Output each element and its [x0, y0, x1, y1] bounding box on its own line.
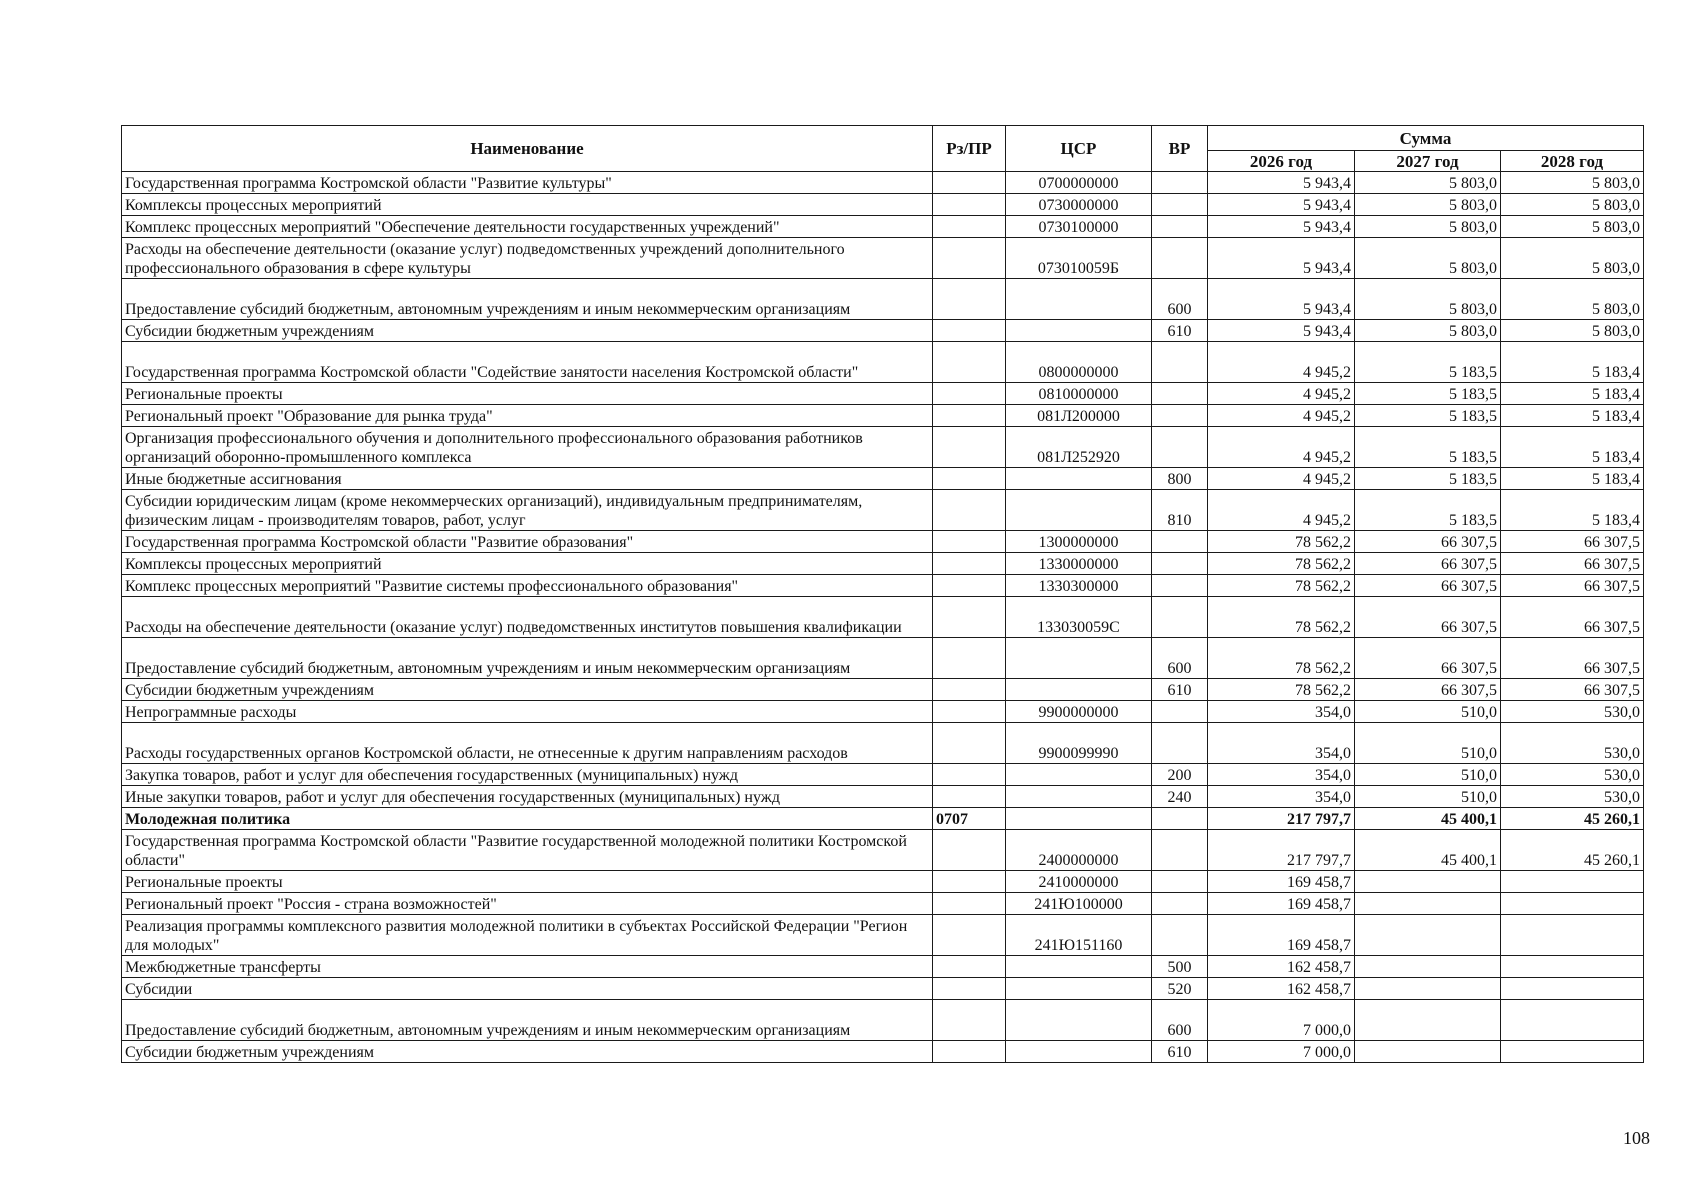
row-rzpr [933, 830, 1006, 871]
row-name: Закупка товаров, работ и услуг для обеспечения государственных (муниципальных) нужд [122, 764, 933, 786]
row-sum-2027: 5 803,0 [1355, 172, 1501, 194]
header-rzpr: Рз/ПР [933, 126, 1006, 172]
row-name: Реализация программы комплексного развития молодежной политики в субъектах Российской Федерации "Регион для молодых" [122, 915, 933, 956]
row-name: Иные закупки товаров, работ и услуг для обеспечения государственных (муниципальных) нужд [122, 786, 933, 808]
row-name: Региональный проект "Россия - страна возможностей" [122, 893, 933, 915]
row-rzpr [933, 915, 1006, 956]
row-vr: 800 [1152, 468, 1208, 490]
row-sum-2028: 66 307,5 [1501, 531, 1644, 553]
row-csr [1006, 764, 1152, 786]
row-sum-2026: 5 943,4 [1208, 216, 1355, 238]
row-sum-2027: 5 803,0 [1355, 194, 1501, 216]
row-vr [1152, 216, 1208, 238]
header-year-2026: 2026 год [1208, 151, 1355, 172]
row-rzpr [933, 575, 1006, 597]
table-row [122, 194, 1644, 216]
table-row [122, 531, 1644, 553]
row-name: Субсидии бюджетным учреждениям [122, 679, 933, 701]
row-sum-2026: 162 458,7 [1208, 978, 1355, 1000]
table-row [122, 320, 1644, 342]
row-vr: 610 [1152, 1041, 1208, 1063]
header-sum: Сумма [1208, 126, 1644, 151]
row-sum-2028 [1501, 956, 1644, 978]
row-vr [1152, 915, 1208, 956]
row-sum-2027: 5 803,0 [1355, 216, 1501, 238]
row-name: Субсидии [122, 978, 933, 1000]
table-row [122, 701, 1644, 723]
table-row [122, 871, 1644, 893]
table-row [122, 172, 1644, 194]
row-sum-2027: 66 307,5 [1355, 575, 1501, 597]
row-vr [1152, 830, 1208, 871]
row-csr [1006, 1041, 1152, 1063]
row-vr: 520 [1152, 978, 1208, 1000]
row-vr: 600 [1152, 638, 1208, 679]
row-csr: 0730000000 [1006, 194, 1152, 216]
table-row [122, 216, 1644, 238]
row-rzpr [933, 597, 1006, 638]
row-sum-2027: 66 307,5 [1355, 553, 1501, 575]
row-sum-2028: 66 307,5 [1501, 679, 1644, 701]
row-sum-2028: 5 803,0 [1501, 172, 1644, 194]
row-vr: 200 [1152, 764, 1208, 786]
row-sum-2027 [1355, 893, 1501, 915]
table-row [122, 830, 1644, 871]
row-sum-2026: 5 943,4 [1208, 172, 1355, 194]
row-sum-2028 [1501, 915, 1644, 956]
row-sum-2027: 5 183,5 [1355, 342, 1501, 383]
row-sum-2028 [1501, 1041, 1644, 1063]
table-row [122, 342, 1644, 383]
table-row [122, 764, 1644, 786]
row-csr: 133030059С [1006, 597, 1152, 638]
row-csr [1006, 786, 1152, 808]
row-sum-2027 [1355, 915, 1501, 956]
row-sum-2028: 66 307,5 [1501, 553, 1644, 575]
row-sum-2026: 4 945,2 [1208, 342, 1355, 383]
row-sum-2026: 7 000,0 [1208, 1041, 1355, 1063]
table-row [122, 638, 1644, 679]
row-sum-2027: 510,0 [1355, 723, 1501, 764]
row-sum-2028: 45 260,1 [1501, 830, 1644, 871]
row-sum-2027: 5 803,0 [1355, 238, 1501, 279]
row-rzpr [933, 679, 1006, 701]
row-sum-2027 [1355, 1000, 1501, 1041]
row-name: Иные бюджетные ассигнования [122, 468, 933, 490]
row-rzpr [933, 279, 1006, 320]
table-row [122, 1041, 1644, 1063]
budget-table [121, 125, 1644, 1063]
row-vr [1152, 405, 1208, 427]
table-row [122, 553, 1644, 575]
row-sum-2026: 169 458,7 [1208, 893, 1355, 915]
row-rzpr [933, 956, 1006, 978]
row-vr: 810 [1152, 490, 1208, 531]
table-row [122, 978, 1644, 1000]
row-name: Комплекс процессных мероприятий "Развитие системы профессионального образования" [122, 575, 933, 597]
row-sum-2027 [1355, 1041, 1501, 1063]
table-row [122, 808, 1644, 830]
row-csr [1006, 468, 1152, 490]
row-csr [1006, 808, 1152, 830]
table-body [122, 172, 1644, 1063]
row-name: Государственная программа Костромской области "Содействие занятости населения Костромской области" [122, 342, 933, 383]
table-row [122, 468, 1644, 490]
row-sum-2026: 162 458,7 [1208, 956, 1355, 978]
row-sum-2027: 510,0 [1355, 786, 1501, 808]
row-vr: 610 [1152, 679, 1208, 701]
row-sum-2028: 5 183,4 [1501, 405, 1644, 427]
row-sum-2027: 66 307,5 [1355, 597, 1501, 638]
row-csr: 081Л200000 [1006, 405, 1152, 427]
row-sum-2028: 45 260,1 [1501, 808, 1644, 830]
row-vr [1152, 238, 1208, 279]
row-sum-2028: 5 803,0 [1501, 320, 1644, 342]
row-rzpr [933, 342, 1006, 383]
row-rzpr [933, 553, 1006, 575]
row-sum-2028: 66 307,5 [1501, 638, 1644, 679]
row-sum-2026: 78 562,2 [1208, 575, 1355, 597]
row-sum-2028: 530,0 [1501, 764, 1644, 786]
row-sum-2026: 7 000,0 [1208, 1000, 1355, 1041]
row-sum-2027: 5 803,0 [1355, 320, 1501, 342]
row-sum-2028: 66 307,5 [1501, 575, 1644, 597]
row-sum-2028: 530,0 [1501, 701, 1644, 723]
header-name: Наименование [122, 126, 933, 172]
row-sum-2028: 530,0 [1501, 786, 1644, 808]
table-row [122, 915, 1644, 956]
row-name: Расходы на обеспечение деятельности (оказание услуг) подведомственных институтов повышения квалификации [122, 597, 933, 638]
row-sum-2028: 5 183,4 [1501, 468, 1644, 490]
row-sum-2026: 78 562,2 [1208, 597, 1355, 638]
row-sum-2028: 530,0 [1501, 723, 1644, 764]
row-sum-2027: 5 183,5 [1355, 490, 1501, 531]
header-csr: ЦСР [1006, 126, 1152, 172]
row-vr: 500 [1152, 956, 1208, 978]
row-sum-2027: 510,0 [1355, 764, 1501, 786]
row-name: Региональные проекты [122, 383, 933, 405]
table-row [122, 575, 1644, 597]
row-rzpr [933, 893, 1006, 915]
row-csr [1006, 956, 1152, 978]
row-sum-2026: 78 562,2 [1208, 553, 1355, 575]
row-rzpr [933, 172, 1006, 194]
row-vr [1152, 575, 1208, 597]
row-csr: 1330300000 [1006, 575, 1152, 597]
row-sum-2028: 5 183,4 [1501, 383, 1644, 405]
row-sum-2026: 217 797,7 [1208, 830, 1355, 871]
row-sum-2027: 45 400,1 [1355, 830, 1501, 871]
row-rzpr [933, 238, 1006, 279]
row-csr: 0700000000 [1006, 172, 1152, 194]
row-sum-2028 [1501, 893, 1644, 915]
row-name: Предоставление субсидий бюджетным, автономным учреждениям и иным некоммерческим организациям [122, 638, 933, 679]
row-csr: 2400000000 [1006, 830, 1152, 871]
row-rzpr [933, 194, 1006, 216]
row-sum-2026: 5 943,4 [1208, 320, 1355, 342]
row-csr [1006, 679, 1152, 701]
row-name: Государственная программа Костромской области "Развитие государственной молодежной политики Костромской области" [122, 830, 933, 871]
row-sum-2026: 78 562,2 [1208, 638, 1355, 679]
row-sum-2026: 4 945,2 [1208, 468, 1355, 490]
row-vr [1152, 342, 1208, 383]
row-sum-2027: 66 307,5 [1355, 531, 1501, 553]
row-vr [1152, 531, 1208, 553]
row-sum-2026: 169 458,7 [1208, 871, 1355, 893]
row-vr: 240 [1152, 786, 1208, 808]
row-vr [1152, 194, 1208, 216]
row-vr [1152, 597, 1208, 638]
row-rzpr [933, 786, 1006, 808]
row-sum-2026: 78 562,2 [1208, 531, 1355, 553]
row-sum-2028: 5 183,4 [1501, 427, 1644, 468]
row-vr [1152, 871, 1208, 893]
row-sum-2028: 5 183,4 [1501, 342, 1644, 383]
row-csr: 9900000000 [1006, 701, 1152, 723]
row-name: Непрограммные расходы [122, 701, 933, 723]
row-sum-2028: 66 307,5 [1501, 597, 1644, 638]
row-csr [1006, 978, 1152, 1000]
row-name: Субсидии бюджетным учреждениям [122, 1041, 933, 1063]
row-sum-2026: 4 945,2 [1208, 383, 1355, 405]
row-sum-2028: 5 183,4 [1501, 490, 1644, 531]
row-name: Расходы на обеспечение деятельности (оказание услуг) подведомственных учреждений дополнительного профессионального образования в сфере культуры [122, 238, 933, 279]
row-sum-2026: 217 797,7 [1208, 808, 1355, 830]
row-sum-2027: 5 183,5 [1355, 468, 1501, 490]
row-csr [1006, 638, 1152, 679]
row-vr [1152, 427, 1208, 468]
row-csr: 1300000000 [1006, 531, 1152, 553]
table-row [122, 956, 1644, 978]
row-rzpr [933, 427, 1006, 468]
row-vr [1152, 893, 1208, 915]
row-name: Расходы государственных органов Костромской области, не отнесенные к другим направлениям расходов [122, 723, 933, 764]
row-csr [1006, 320, 1152, 342]
row-sum-2026: 354,0 [1208, 764, 1355, 786]
row-name: Государственная программа Костромской области "Развитие образования" [122, 531, 933, 553]
row-sum-2028 [1501, 978, 1644, 1000]
table-row [122, 238, 1644, 279]
row-vr: 600 [1152, 1000, 1208, 1041]
row-vr [1152, 808, 1208, 830]
row-rzpr: 0707 [933, 808, 1006, 830]
table-row [122, 1000, 1644, 1041]
row-rzpr [933, 216, 1006, 238]
row-sum-2027 [1355, 871, 1501, 893]
row-csr: 073010059Б [1006, 238, 1152, 279]
row-csr: 9900099990 [1006, 723, 1152, 764]
table-row [122, 786, 1644, 808]
row-csr: 1330000000 [1006, 553, 1152, 575]
row-rzpr [933, 638, 1006, 679]
row-rzpr [933, 468, 1006, 490]
row-name: Региональные проекты [122, 871, 933, 893]
row-csr: 0810000000 [1006, 383, 1152, 405]
row-sum-2027: 5 183,5 [1355, 383, 1501, 405]
row-vr [1152, 383, 1208, 405]
row-name: Организация профессионального обучения и дополнительного профессионального образования работников организаций оборонно-промышленного комплекса [122, 427, 933, 468]
header-year-2028: 2028 год [1501, 151, 1644, 172]
row-csr: 2410000000 [1006, 871, 1152, 893]
row-rzpr [933, 978, 1006, 1000]
row-rzpr [933, 490, 1006, 531]
row-sum-2028: 5 803,0 [1501, 279, 1644, 320]
row-csr [1006, 490, 1152, 531]
row-rzpr [933, 871, 1006, 893]
row-rzpr [933, 701, 1006, 723]
row-name: Предоставление субсидий бюджетным, автономным учреждениям и иным некоммерческим организациям [122, 279, 933, 320]
table-row [122, 893, 1644, 915]
row-name: Молодежная политика [122, 808, 933, 830]
table-row [122, 427, 1644, 468]
row-sum-2027: 45 400,1 [1355, 808, 1501, 830]
table-row [122, 723, 1644, 764]
row-rzpr [933, 1000, 1006, 1041]
row-vr [1152, 553, 1208, 575]
row-sum-2027: 510,0 [1355, 701, 1501, 723]
row-sum-2026: 354,0 [1208, 786, 1355, 808]
row-csr: 081Л252920 [1006, 427, 1152, 468]
row-rzpr [933, 383, 1006, 405]
row-sum-2026: 169 458,7 [1208, 915, 1355, 956]
row-sum-2026: 5 943,4 [1208, 279, 1355, 320]
row-vr [1152, 701, 1208, 723]
row-name: Государственная программа Костромской области "Развитие культуры" [122, 172, 933, 194]
row-rzpr [933, 531, 1006, 553]
row-rzpr [933, 320, 1006, 342]
row-csr [1006, 1000, 1152, 1041]
table-header [122, 126, 1644, 172]
row-sum-2026: 5 943,4 [1208, 238, 1355, 279]
row-sum-2027: 5 183,5 [1355, 405, 1501, 427]
row-name: Комплексы процессных мероприятий [122, 553, 933, 575]
row-name: Комплекс процессных мероприятий "Обеспечение деятельности государственных учреждений" [122, 216, 933, 238]
row-sum-2028: 5 803,0 [1501, 194, 1644, 216]
row-vr: 600 [1152, 279, 1208, 320]
row-sum-2028: 5 803,0 [1501, 238, 1644, 279]
row-rzpr [933, 723, 1006, 764]
row-sum-2027 [1355, 978, 1501, 1000]
header-year-2027: 2027 год [1355, 151, 1501, 172]
row-sum-2026: 78 562,2 [1208, 679, 1355, 701]
row-sum-2027 [1355, 956, 1501, 978]
row-sum-2027: 5 803,0 [1355, 279, 1501, 320]
table-row [122, 490, 1644, 531]
row-csr: 0800000000 [1006, 342, 1152, 383]
row-sum-2026: 354,0 [1208, 723, 1355, 764]
row-name: Субсидии юридическим лицам (кроме некоммерческих организаций), индивидуальным предпринимателям, физическим лицам - производителям товаров, работ, услуг [122, 490, 933, 531]
row-sum-2026: 4 945,2 [1208, 490, 1355, 531]
row-sum-2026: 5 943,4 [1208, 194, 1355, 216]
row-vr [1152, 723, 1208, 764]
row-name: Региональный проект "Образование для рынка труда" [122, 405, 933, 427]
row-sum-2027: 66 307,5 [1355, 679, 1501, 701]
table-row [122, 597, 1644, 638]
row-sum-2026: 4 945,2 [1208, 405, 1355, 427]
row-sum-2028 [1501, 871, 1644, 893]
table-row [122, 679, 1644, 701]
row-csr: 0730100000 [1006, 216, 1152, 238]
table-row [122, 405, 1644, 427]
page-number: 108 [1623, 1128, 1650, 1148]
row-csr: 241Ю100000 [1006, 893, 1152, 915]
row-sum-2026: 4 945,2 [1208, 427, 1355, 468]
row-name: Комплексы процессных мероприятий [122, 194, 933, 216]
row-rzpr [933, 764, 1006, 786]
row-sum-2027: 66 307,5 [1355, 638, 1501, 679]
row-name: Субсидии бюджетным учреждениям [122, 320, 933, 342]
row-sum-2028: 5 803,0 [1501, 216, 1644, 238]
row-name: Предоставление субсидий бюджетным, автономным учреждениям и иным некоммерческим организациям [122, 1000, 933, 1041]
table-row [122, 279, 1644, 320]
row-rzpr [933, 405, 1006, 427]
row-sum-2028 [1501, 1000, 1644, 1041]
row-name: Межбюджетные трансферты [122, 956, 933, 978]
header-vr: ВР [1152, 126, 1208, 172]
row-sum-2026: 354,0 [1208, 701, 1355, 723]
row-csr [1006, 279, 1152, 320]
table-row [122, 383, 1644, 405]
row-vr: 610 [1152, 320, 1208, 342]
row-csr: 241Ю151160 [1006, 915, 1152, 956]
row-vr [1152, 172, 1208, 194]
row-rzpr [933, 1041, 1006, 1063]
row-sum-2027: 5 183,5 [1355, 427, 1501, 468]
